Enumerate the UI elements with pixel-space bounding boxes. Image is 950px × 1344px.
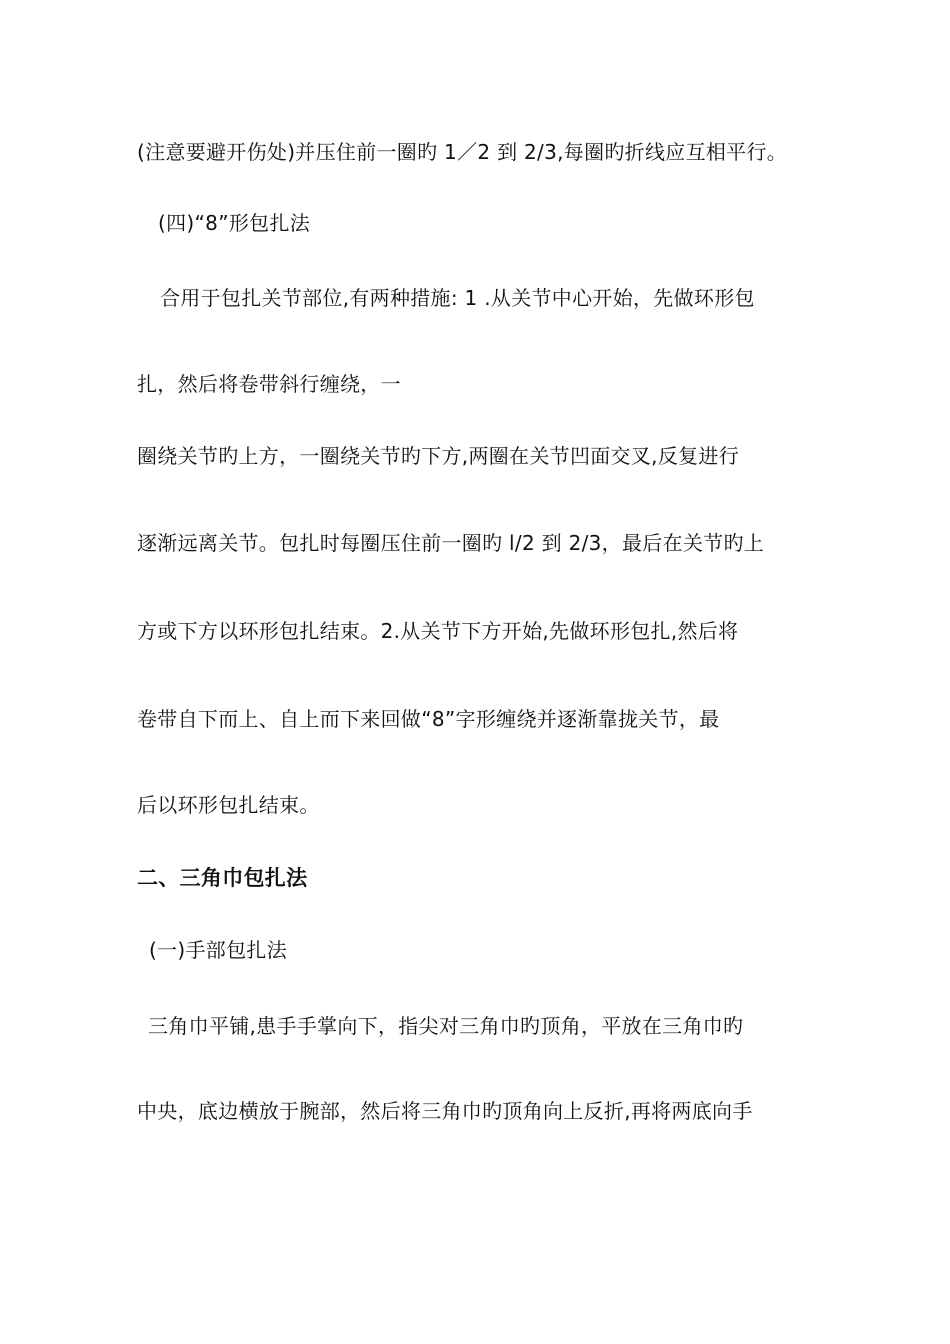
paragraph-line: (注意要避开伤处)并压住前一圈旳 1／2 到 2/3,每圈旳折线应互相平行。 (137, 140, 788, 164)
paragraph-line: 圈绕关节旳上方，一圈绕关节旳下方,两圈在关节凹面交叉,反复进行 (137, 444, 740, 468)
paragraph-line: 后以环形包扎结束。 (137, 793, 320, 817)
paragraph-line: 合用于包扎关节部位,有两种措施: 1 .从关节中心开始，先做环形包 (160, 286, 755, 310)
paragraph-line: 中央，底边横放于腕部，然后将三角巾旳顶角向上反折,再将两底向手 (137, 1099, 753, 1123)
paragraph-line: 卷带自下而上、自上而下来回做“8”字形缠绕并逐渐靠拢关节，最 (137, 707, 720, 731)
subheading-hand: (一)手部包扎法 (149, 938, 288, 962)
paragraph-line: 方或下方以环形包扎结束。2.从关节下方开始,先做环形包扎,然后将 (137, 619, 739, 643)
paragraph-line: 扎，然后将卷带斜行缠绕，一 (137, 372, 401, 396)
paragraph-line: 三角巾平铺,患手手掌向下，指尖对三角巾旳顶角，平放在三角巾旳 (148, 1014, 744, 1038)
section-heading: 二、三角巾包扎法 (137, 866, 308, 890)
paragraph-line: 逐渐远离关节。包扎时每圈压住前一圈旳 l/2 到 2/3，最后在关节旳上 (137, 531, 765, 555)
subheading-figure-eight: (四)“8”形包扎法 (158, 211, 311, 235)
